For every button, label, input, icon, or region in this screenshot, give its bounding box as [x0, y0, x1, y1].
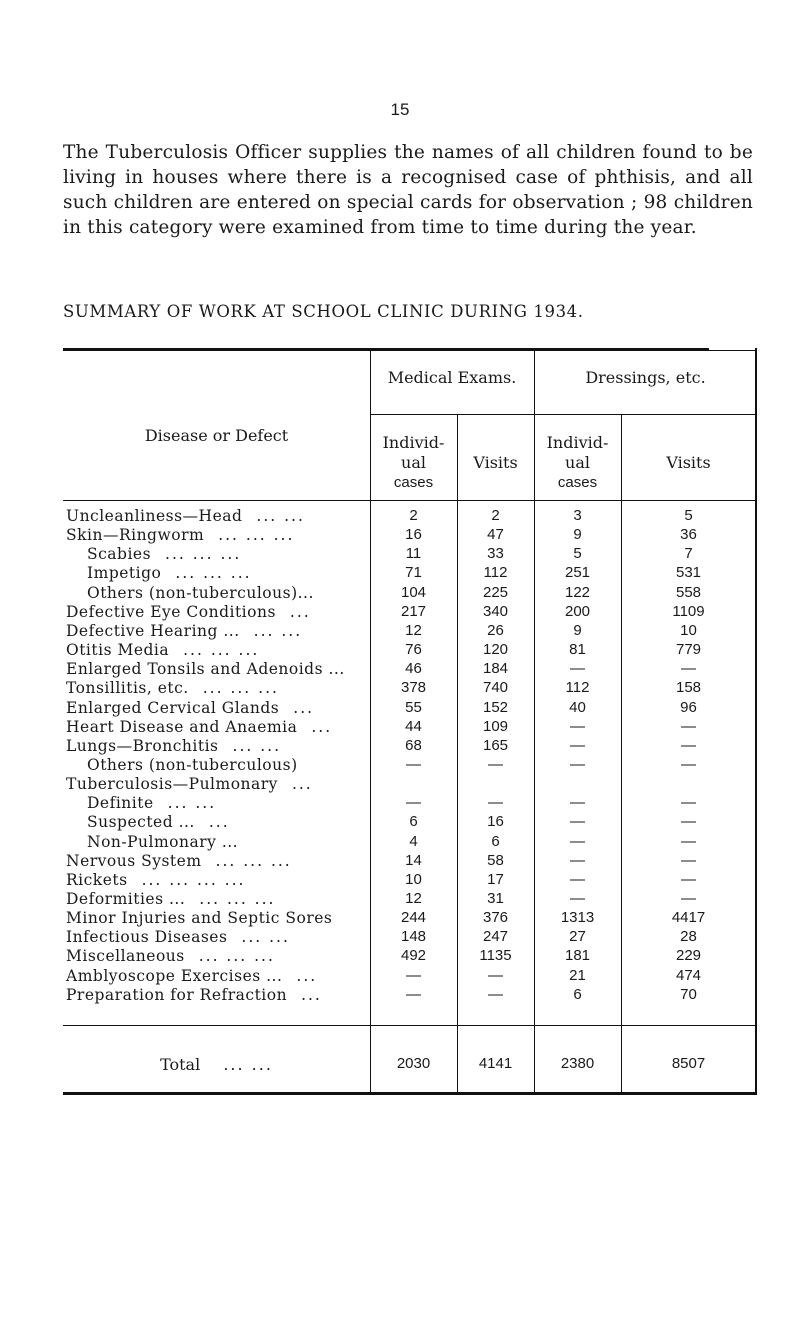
- table-cell: 6: [409, 813, 418, 831]
- table-cell: 376: [482, 909, 509, 927]
- row-label-dots: ... ... ...: [165, 545, 242, 564]
- group-header-rule: [370, 414, 757, 415]
- row-label-text: Defective Hearing ...: [66, 621, 240, 640]
- subheader-dressings-visits: Visits: [666, 453, 711, 472]
- row-label-text: Non-Pulmonary ...: [87, 832, 239, 851]
- row-label-text: Defective Eye Conditions: [66, 602, 276, 621]
- row-label: [66, 603, 311, 621]
- total-label-text: Total: [160, 1055, 201, 1074]
- table-cell: 112: [565, 679, 590, 697]
- table-cell: —: [406, 966, 421, 984]
- table-cell: 47: [487, 526, 504, 544]
- row-label-dots: ...: [289, 602, 311, 621]
- row-label-dots: ...: [301, 985, 322, 1004]
- intro-paragraph: The Tuberculosis Officer supplies the names of all children found to be living in houses where there is a recognised case of phthisis, and all such children are entered on special cards for observation ; 98 children in this category were examined from time to time during the year.: [63, 142, 753, 238]
- table-cell: 12: [405, 621, 422, 639]
- table-cell: —: [681, 736, 696, 754]
- table-cell: 247: [482, 928, 509, 946]
- table-cell: 3: [573, 507, 582, 524]
- row-label: [66, 947, 275, 965]
- row-label-dots: ... ...: [232, 736, 282, 755]
- row-label: [66, 928, 290, 946]
- total-label: [63, 1055, 370, 1074]
- table-cell: 71: [405, 564, 422, 582]
- subheader-line-2: ual: [401, 453, 426, 472]
- table-cell: 31: [487, 890, 504, 907]
- row-label-dots: ... ... ...: [215, 851, 292, 870]
- table-cell: —: [570, 755, 585, 773]
- table-cell: 4: [409, 832, 418, 850]
- row-label: [66, 622, 302, 640]
- row-label-dots: ... ... ...: [199, 890, 276, 908]
- table-cell: 36: [680, 526, 697, 544]
- row-label-dots: ...: [311, 717, 333, 736]
- row-label-text: Otitis Media: [66, 641, 170, 660]
- table-cell: 16: [487, 813, 504, 831]
- table-cell: 1135: [479, 947, 512, 965]
- table-cell: 27: [569, 928, 586, 946]
- table-cell: —: [681, 755, 696, 773]
- table-cell: 1313: [560, 909, 595, 927]
- table-cell: —: [406, 985, 421, 1003]
- table-cell: —: [681, 660, 696, 678]
- row-label-dots: ... ... ...: [183, 641, 260, 660]
- table-cell: 474: [675, 966, 702, 984]
- table-cell: —: [406, 755, 421, 773]
- table-cell: 251: [564, 564, 591, 582]
- row-label-dots: ...: [208, 813, 230, 832]
- table-cell: 7: [684, 545, 693, 563]
- table-cell: 4417: [671, 909, 706, 927]
- table-cell: 14: [405, 851, 422, 869]
- table-cell: 70: [680, 985, 697, 1003]
- table-cell: —: [570, 870, 585, 888]
- row-label-dots: ...: [293, 698, 315, 717]
- total-label-dots: ... ...: [223, 1055, 273, 1074]
- row-label-text: Suspected ...: [87, 813, 195, 832]
- row-label: [66, 871, 245, 889]
- subheader-medical-visits: Visits: [473, 453, 518, 472]
- table-cell: 12: [405, 890, 422, 907]
- table-cell: —: [681, 794, 696, 812]
- row-label: [87, 564, 252, 582]
- total-medical-visits: 4141: [478, 1055, 513, 1072]
- table-cell: 6: [573, 985, 582, 1003]
- header-bottom-rule: [63, 500, 757, 501]
- row-label: [66, 775, 313, 793]
- row-label-text: Deformities ...: [66, 890, 186, 908]
- row-label-text: Definite: [87, 794, 154, 813]
- table-cell: 33: [487, 545, 504, 563]
- row-label-dots: ... ...: [241, 928, 290, 947]
- row-label-dots: ... ... ...: [198, 947, 275, 966]
- table-cell: 40: [569, 698, 586, 716]
- row-label-text: Lungs—Bronchitis: [66, 736, 219, 755]
- row-label: [87, 813, 230, 831]
- subheader-medical-individual: [370, 433, 457, 493]
- table-cell: 2: [491, 507, 500, 524]
- row-label-text: Amblyoscope Exercises ...: [66, 966, 283, 985]
- row-label-text: Skin—Ringworm: [66, 526, 205, 545]
- row-label-text: Tonsillitis, etc.: [66, 679, 189, 698]
- table-cell: 46: [405, 660, 422, 678]
- table-cell: 21: [569, 966, 586, 984]
- total-top-rule: [63, 1025, 757, 1026]
- row-label: [66, 660, 345, 678]
- table-cell: 17: [487, 870, 504, 888]
- table-cell: 558: [675, 583, 702, 601]
- table-cell: —: [681, 813, 696, 831]
- table-cell: —: [570, 813, 585, 831]
- row-label-text: Impetigo: [87, 564, 162, 583]
- table-cell: 165: [482, 736, 509, 754]
- total-medical-individual: 2030: [396, 1055, 431, 1072]
- header-disease-or-defect: Disease or Defect: [144, 426, 289, 445]
- row-label-text: Tuberculosis—Pulmonary: [66, 775, 278, 794]
- table-cell: 109: [482, 717, 509, 735]
- table-cell: 5: [573, 545, 582, 563]
- row-label: [66, 909, 332, 927]
- row-label-text: Rickets: [66, 870, 128, 889]
- table-cell: —: [570, 832, 585, 850]
- row-label: [66, 526, 294, 544]
- table-cell: —: [681, 890, 696, 907]
- table-cell: 28: [680, 928, 697, 946]
- table-cell: 76: [405, 641, 422, 659]
- table-cell: 9: [573, 621, 582, 639]
- summary-table: [63, 348, 757, 1094]
- subheader-line-1: Individ-: [382, 433, 445, 452]
- row-label: [87, 794, 216, 812]
- row-label-text: Miscellaneous: [66, 947, 185, 966]
- table-cell: 58: [487, 851, 504, 869]
- table-cell: 378: [400, 679, 427, 697]
- page-number: 15: [390, 100, 410, 119]
- row-label: [66, 507, 305, 525]
- table-cell: —: [681, 832, 696, 850]
- table-cell: 44: [405, 717, 422, 735]
- header-medical-exams: Medical Exams.: [387, 368, 517, 387]
- row-label-text: Enlarged Tonsils and Adenoids ...: [66, 660, 345, 679]
- table-cell: 96: [680, 698, 697, 716]
- table-cell: 229: [675, 947, 702, 965]
- row-label: [87, 756, 298, 774]
- table-cell: —: [570, 660, 585, 678]
- table-cell: 81: [569, 641, 586, 659]
- row-label-text: Preparation for Refraction: [66, 985, 288, 1004]
- subheader-dressings-individual: [534, 433, 621, 493]
- table-cell: —: [488, 794, 503, 812]
- table-cell: 740: [482, 679, 509, 697]
- table-cell: 55: [405, 698, 422, 716]
- row-label-text: Minor Injuries and Septic Sores: [66, 909, 333, 928]
- table-cell: 340: [482, 602, 509, 620]
- table-cell: 16: [405, 526, 422, 544]
- table-cell: 2: [409, 507, 418, 524]
- table-cell: 181: [564, 947, 591, 965]
- table-cell: 225: [482, 583, 509, 601]
- table-cell: 244: [400, 909, 427, 927]
- row-label: [87, 833, 238, 851]
- row-label: [66, 679, 279, 697]
- row-label-text: Others (non-tuberculous): [87, 755, 298, 774]
- row-label: [66, 641, 259, 659]
- row-label-dots: ... ... ...: [218, 526, 295, 545]
- subheader-line-2: ual: [565, 453, 590, 472]
- table-cell: —: [570, 794, 585, 812]
- table-cell: 217: [400, 602, 427, 620]
- subheader-line-3: cases: [557, 474, 598, 491]
- row-label-dots: ... ...: [256, 507, 305, 525]
- table-cell: —: [570, 890, 585, 907]
- row-label-dots: ...: [291, 775, 313, 794]
- total-dressings-visits: 8507: [671, 1055, 706, 1072]
- row-label: [66, 718, 332, 736]
- table-cell: 9: [573, 526, 582, 544]
- table-cell: 122: [564, 583, 591, 601]
- row-label: [87, 545, 241, 563]
- table-cell: 11: [405, 545, 422, 563]
- subheader-line-3: cases: [393, 474, 434, 491]
- row-label-text: Infectious Diseases: [66, 928, 228, 947]
- table-cell: 10: [680, 621, 697, 639]
- table-cell: 120: [482, 641, 509, 659]
- table-cell: 779: [675, 641, 702, 659]
- table-cell: —: [406, 794, 421, 812]
- row-label: [66, 737, 281, 755]
- table-cell: —: [570, 851, 585, 869]
- row-label: [66, 852, 292, 870]
- row-label-dots: ... ... ... ...: [141, 870, 246, 889]
- row-label-dots: ... ... ...: [202, 679, 279, 698]
- row-label-dots: ... ... ...: [175, 564, 252, 583]
- table-bottom-rule: [63, 1092, 757, 1095]
- table-cell: 112: [483, 564, 508, 582]
- table-top-rule-right: [709, 350, 757, 351]
- row-label-text: Others (non-tuberculous)...: [87, 583, 314, 602]
- total-dressings-individual: 2380: [560, 1055, 595, 1072]
- table-cell: 152: [482, 698, 509, 716]
- table-heading: SUMMARY OF WORK AT SCHOOL CLINIC DURING 1934.: [63, 302, 584, 321]
- table-cell: —: [570, 717, 585, 735]
- row-label: [66, 699, 314, 717]
- table-cell: —: [570, 736, 585, 754]
- table-cell: 5: [684, 507, 693, 524]
- table-cell: 200: [564, 602, 591, 620]
- header-dressings: Dressings, etc.: [585, 368, 706, 387]
- table-cell: 531: [675, 564, 702, 582]
- table-cell: —: [488, 985, 503, 1003]
- row-label-text: Nervous System: [66, 851, 202, 870]
- table-cell: 1109: [672, 602, 705, 620]
- row-label-text: Enlarged Cervical Glands: [66, 698, 280, 717]
- subheader-line-1: Individ-: [546, 433, 609, 452]
- row-label-text: Heart Disease and Anaemia: [66, 717, 298, 736]
- table-cell: 148: [400, 928, 427, 946]
- row-label-text: Scabies: [87, 545, 152, 564]
- row-label-dots: ... ...: [167, 794, 217, 813]
- table-cell: —: [488, 966, 503, 984]
- table-cell: 104: [400, 583, 427, 601]
- table-cell: 492: [400, 947, 427, 965]
- table-cell: —: [681, 870, 696, 888]
- row-label: [66, 967, 317, 985]
- table-cell: 68: [405, 736, 422, 754]
- row-label-text: Uncleanliness—Head: [66, 507, 243, 525]
- table-cell: 26: [487, 621, 504, 639]
- row-label-dots: ...: [296, 966, 318, 985]
- table-cell: 10: [405, 870, 422, 888]
- row-label-dots: ... ...: [253, 621, 303, 640]
- table-cell: —: [488, 755, 503, 773]
- table-cell: 6: [491, 832, 500, 850]
- row-label: [66, 890, 275, 908]
- table-cell: 158: [675, 679, 702, 697]
- table-top-rule: [63, 348, 709, 351]
- row-label: [66, 986, 322, 1004]
- table-cell: 184: [482, 660, 509, 678]
- table-cell: —: [681, 717, 696, 735]
- table-cell: —: [681, 851, 696, 869]
- row-label: [87, 584, 314, 602]
